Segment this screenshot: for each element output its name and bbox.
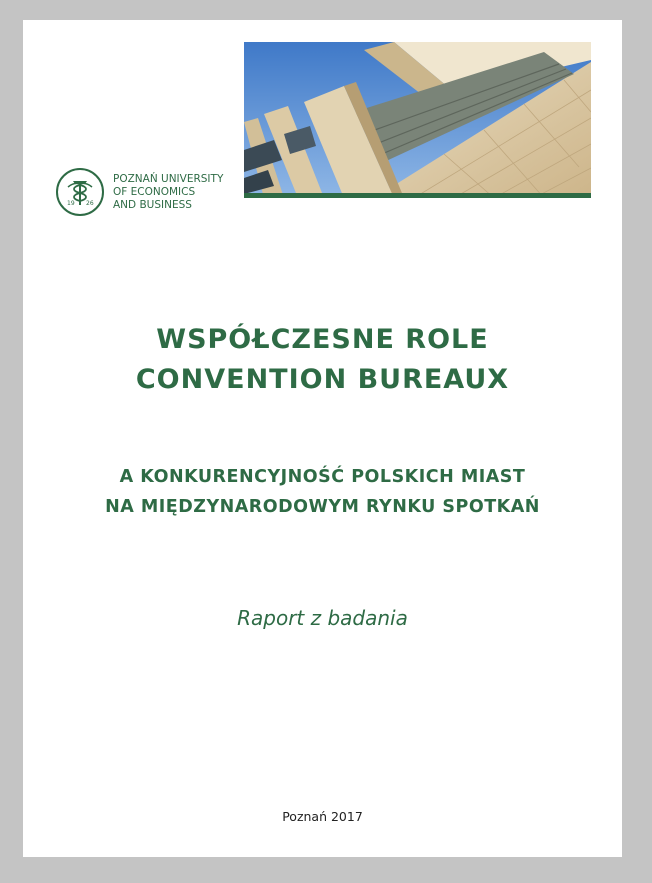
- university-seal-icon: [55, 167, 105, 217]
- university-name-line-2: OF ECONOMICS: [113, 185, 196, 198]
- university-logo: [55, 167, 223, 217]
- document-subtitle: [23, 462, 622, 522]
- building-facade-image: [244, 42, 591, 198]
- title-line-2: CONVENTION BUREAUX: [135, 364, 510, 395]
- university-name-line-1: POZNAŃ UNIVERSITY: [113, 172, 224, 185]
- document-page: [23, 20, 622, 857]
- document-title: [23, 320, 622, 400]
- subtitle-line-1: A KONKURENCYJNOŚĆ POLSKICH MIAST: [119, 467, 526, 487]
- photo-accent-bar: [244, 193, 591, 198]
- title-line-1: WSPÓŁCZESNE ROLE: [156, 324, 489, 355]
- seal-year-left: 19: [67, 200, 75, 207]
- university-name: [113, 173, 223, 212]
- university-name-line-3: AND BUSINESS: [113, 198, 192, 211]
- report-label: Raport z badania: [237, 606, 408, 630]
- subtitle-line-2: NA MIĘDZYNARODOWYM RYNKU SPOTKAŃ: [105, 497, 540, 517]
- place-and-year: Poznań 2017: [282, 809, 363, 824]
- seal-year-right: 26: [86, 200, 94, 207]
